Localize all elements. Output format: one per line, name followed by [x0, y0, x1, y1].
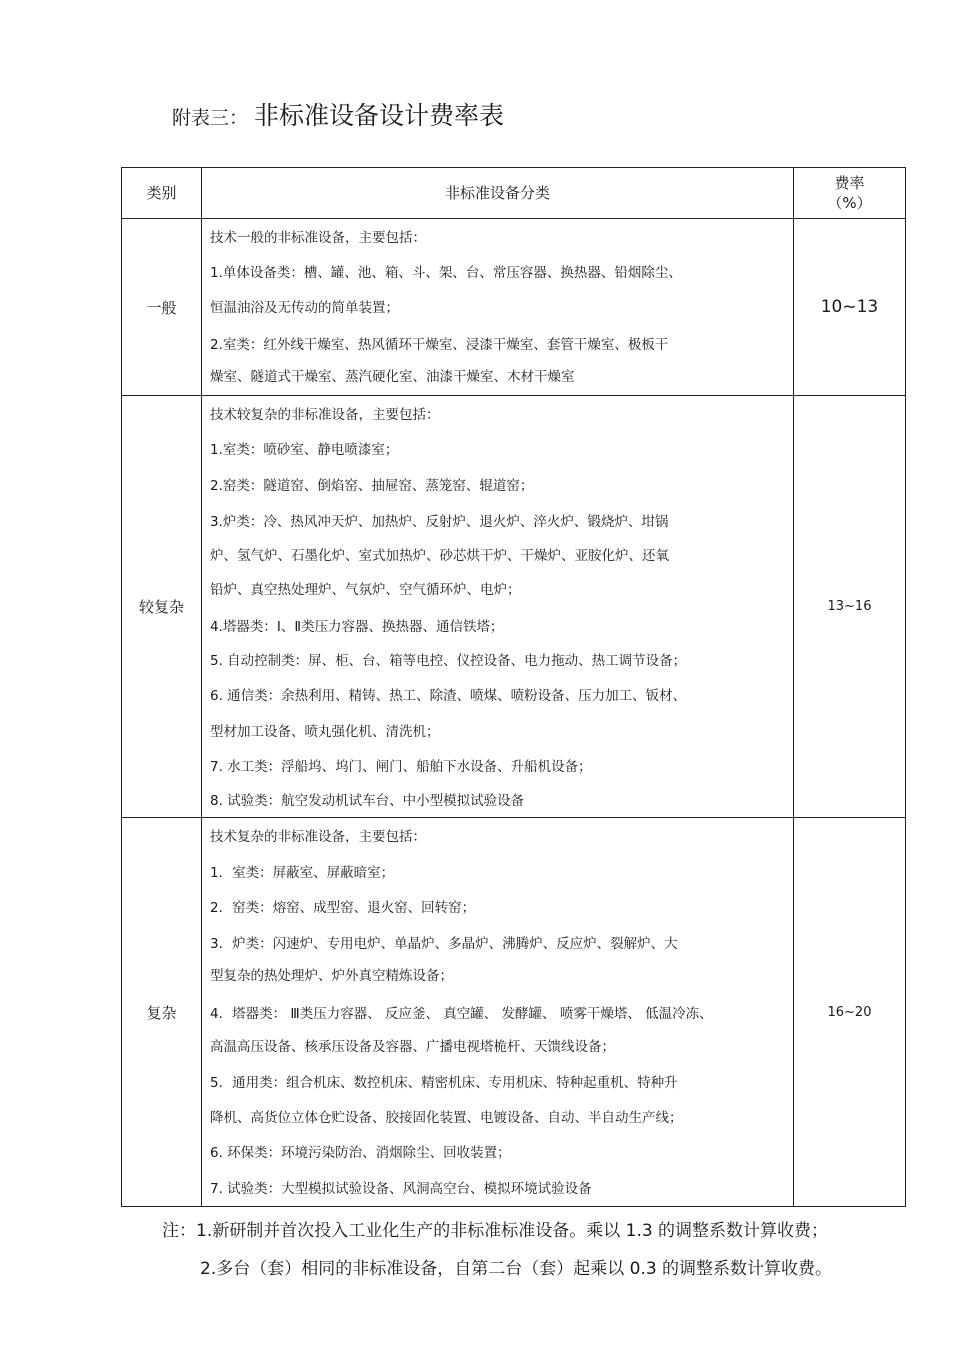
- classification-line: 1.单体设备类：槽、罐、池、箱、斗、架、台、常压容器、换热器、铅烟除尘、: [210, 265, 682, 281]
- header-rate-line2: （%）: [827, 194, 872, 212]
- classification-line: 4．塔器类： Ⅲ类压力容器、 反应釜、 真空罐、 发酵罐、 喷雾干燥塔、 低温冷冻、: [210, 1006, 713, 1022]
- table-row: [122, 818, 906, 1207]
- category-cell: 复杂: [122, 818, 202, 1207]
- document-title: [172, 96, 504, 136]
- rate-cell: 16~20: [794, 818, 906, 1207]
- classification-line: 3．炉类：闪速炉、专用电炉、单晶炉、多晶炉、沸腾炉、反应炉、裂解炉、大: [210, 936, 678, 952]
- note-line-2: [162, 1254, 832, 1292]
- classification-line: 2.窑类：隧道窑、倒焰窑、抽屉窑、蒸笼窑、辊道窑；: [210, 478, 534, 494]
- classification-line: 5．通用类：组合机床、数控机床、精密机床、专用机床、特种起重机、特种升: [210, 1075, 678, 1091]
- classification-line: 炉、氢气炉、石墨化炉、室式加热炉、砂芯烘干炉、干燥炉、亚胺化炉、还氧: [210, 548, 669, 564]
- classification-cell: [202, 219, 794, 396]
- classification-line: 2．窑类：熔窑、成型窑、退火窑、回转窑；: [210, 900, 476, 916]
- classification-line: 降机、高货位立体仓贮设备、胶接固化装置、电镀设备、自动、半自动生产线；: [210, 1110, 683, 1126]
- rate-cell: 13~16: [794, 396, 906, 818]
- classification-line: 技术复杂的非标准设备，主要包括：: [210, 829, 426, 845]
- header-rate: [794, 168, 906, 219]
- header-classification: 非标准设备分类: [202, 168, 794, 219]
- table-header-row: [122, 168, 906, 219]
- classification-line: 1.室类：喷砂室、静电喷漆室；: [210, 442, 399, 458]
- title-main: 非标准设备设计费率表: [254, 101, 505, 130]
- category-cell: 较复杂: [122, 396, 202, 818]
- classification-line: 铅炉、真空热处理炉、气氛炉、空气循环炉、电炉；: [210, 582, 521, 598]
- classification-line: 2.室类：红外线干燥室、热风循环干燥室、浸漆干燥室、套管干燥室、极板干: [210, 337, 669, 353]
- classification-cell: [202, 818, 794, 1207]
- classification-line: 7. 试验类：大型模拟试验设备、风洞高空台、模拟环境试验设备: [210, 1181, 592, 1197]
- classification-line: 5. 自动控制类：屏、柜、台、箱等电控、仪控设备、电力拖动、热工调节设备；: [210, 653, 687, 669]
- classification-line: 6. 通信类：余热利用、精铸、热工、除渣、喷煤、喷粉设备、压力加工、钣材、: [210, 688, 687, 704]
- classification-line: 3.炉类：冷、热风冲天炉、加热炉、反射炉、退火炉、淬火炉、锻烧炉、坩锅: [210, 514, 669, 530]
- classification-line: 恒温油浴及无传动的简单装置；: [210, 300, 399, 316]
- classification-line: 技术一般的非标准设备，主要包括：: [210, 230, 426, 246]
- note-text-1: 1.新研制并首次投入工业化生产的非标准标准设备。乘以 1.3 的调整系数计算收费；: [196, 1221, 829, 1241]
- classification-line: 6. 环保类：环境污染防治、消烟除尘、回收装置；: [210, 1145, 511, 1161]
- title-prefix: 附表三：: [172, 107, 249, 129]
- classification-line: 7. 水工类：浮船坞、坞门、闸门、船舶下水设备、升船机设备；: [210, 759, 592, 775]
- notes-section: [162, 1216, 832, 1292]
- table-row: [122, 396, 906, 818]
- note-text-2: 2.多台（套）相同的非标准设备，自第二台（套）起乘以 0.3 的调整系数计算收费。: [200, 1259, 833, 1279]
- category-cell: 一般: [122, 219, 202, 396]
- classification-line: 型材加工设备、喷丸强化机、清洗机；: [210, 724, 440, 740]
- classification-line: 技术较复杂的非标准设备，主要包括：: [210, 407, 440, 423]
- fee-rate-table: [121, 167, 906, 1207]
- header-rate-line1: 费率: [834, 174, 865, 192]
- classification-line: 高温高压设备、核承压设备及容器、广播电视塔桅杆、天馈线设备；: [210, 1039, 615, 1055]
- header-category: 类别: [122, 168, 202, 219]
- table-row: [122, 219, 906, 396]
- rate-cell: 10~13: [794, 219, 906, 396]
- classification-line: 4.塔器类：Ⅰ、Ⅱ类压力容器、换热器、通信铁塔；: [210, 619, 504, 635]
- notes-label: 注：: [162, 1221, 196, 1241]
- classification-line: 型复杂的热处理炉、炉外真空精炼设备；: [210, 968, 453, 984]
- classification-line: 燥室、隧道式干燥室、蒸汽硬化室、油漆干燥室、木材干燥室: [210, 369, 575, 385]
- classification-cell: [202, 396, 794, 818]
- note-line-1: [162, 1216, 832, 1254]
- classification-line: 1．室类：屏蔽室、屏蔽暗室；: [210, 865, 395, 881]
- classification-line: 8. 试验类：航空发动机试车台、中小型模拟试验设备: [210, 793, 525, 809]
